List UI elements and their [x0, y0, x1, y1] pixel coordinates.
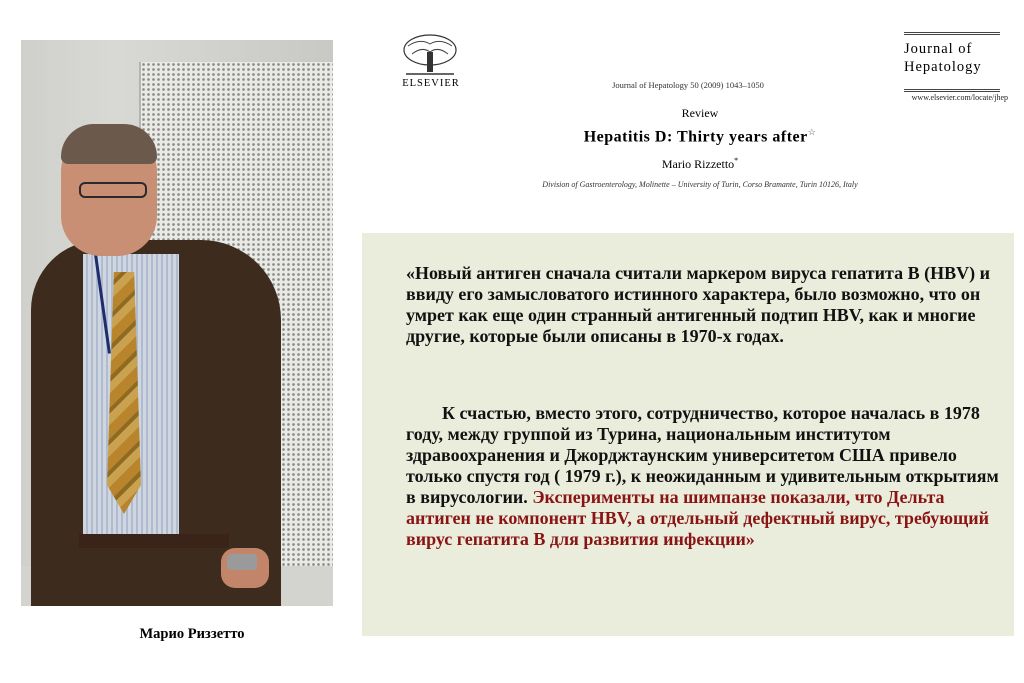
quote-paragraph-1: «Новый антиген сначала считали маркером вируса гепатита В (HBV) и ввиду его замысловатого истинного характера, было возможно, что он умрет как еще один странный антигенный подтип HBV, как и многие другие, которые были описаны в 1970-х годах. [406, 263, 990, 346]
author-affiliation: Division of Gastroenterology, Molinette – University of Turin, Corso Bramante, Turin 10126, Italy [542, 180, 858, 189]
quote-paragraph-2-text: К счастью, вместо этого, сотрудничество, которое началась в 1978 году, между группой из Турина, национальным институтом здравоохранения и Джорджтаунским университетом США привело только спустя год ( 1979 г.), к неожиданным и удивительным открытиям в вирусологии. [406, 403, 999, 507]
publisher-name: ELSEVIER [402, 78, 460, 89]
article-author: Mario Rizzetto* [661, 156, 739, 171]
photo-caption: Марио Риззетто [139, 626, 245, 642]
quote-paragraph-2 [406, 403, 1002, 550]
journal-name-line1: Journal of [904, 41, 973, 57]
wristwatch [227, 554, 257, 570]
glasses [79, 182, 147, 198]
journal-logo [904, 32, 1000, 92]
quote-highlight: Эксперименты на шимпанзе показали, что Дельта антиген не компонент HBV, а отдельный дефектный вирус, требующий вирус гепатита В для развития инфекции» [406, 487, 989, 549]
journal-citation: Journal of Hepatology 50 (2009) 1043–1050 [612, 80, 764, 90]
article-title: Hepatitis D: Thirty years after☆ [583, 127, 817, 146]
elsevier-logo [392, 34, 470, 94]
tree-icon [402, 34, 458, 76]
journal-url: www.elsevier.com/locate/jhep [911, 93, 1008, 102]
quote-box [362, 233, 1014, 636]
portrait-photo [21, 40, 333, 606]
article-section: Review [681, 106, 719, 120]
journal-name-line2: Hepatology [904, 59, 982, 75]
star-icon: ☆ [807, 127, 817, 137]
